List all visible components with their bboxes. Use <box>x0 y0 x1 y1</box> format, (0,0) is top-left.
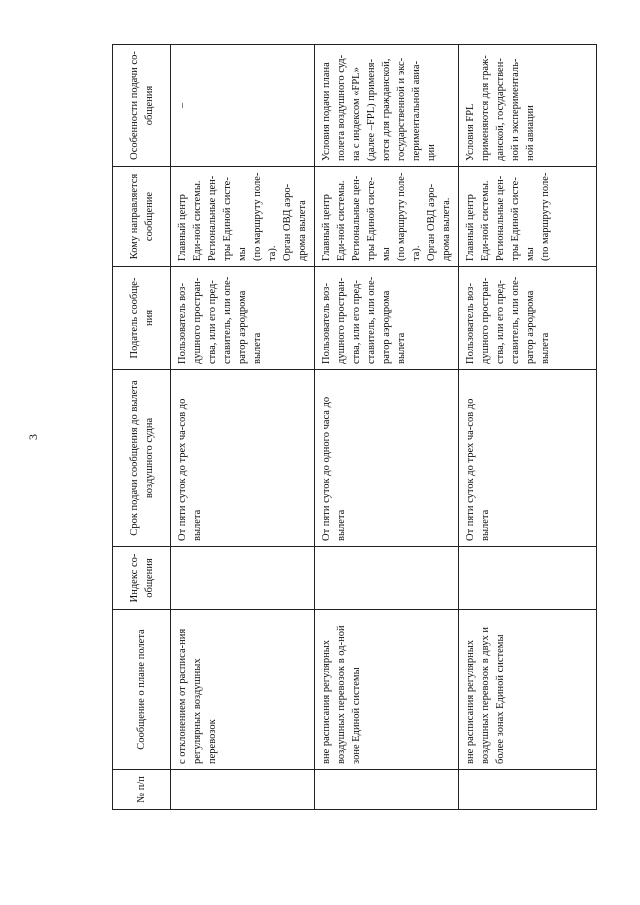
cell-num <box>171 770 315 810</box>
cell-features <box>171 45 315 167</box>
header-deadline: Срок подачи сообщения до вылета воздушного судна <box>113 370 171 547</box>
cell-index <box>315 547 459 610</box>
cell-features: Условия FPL применяются для граж-данской, государствен-ной и эксперименталь-ной авиации <box>459 45 597 167</box>
flight-plan-messages-table <box>112 44 597 810</box>
recipient-line: (по маршруту поле-та). <box>396 172 422 261</box>
cell-message: вне расписания регулярных воздушных перевозок в двух и более зонах Единой системы <box>459 610 597 770</box>
table-row <box>459 45 597 810</box>
recipient-line: Орган ОВД аэро-дрома вылета <box>282 183 308 261</box>
empty-dash: – <box>177 102 188 109</box>
cell-index <box>459 547 597 610</box>
cell-features: Условия подачи плана полета воздушного суд-на с индексом «FPL» (далее –FPL) применя-ются для гражданской, государственной и экс-периментальной авиа-ции <box>315 45 459 167</box>
header-num: № п/п <box>113 770 171 810</box>
header-recipient: Кому направляется сообщение <box>113 167 171 267</box>
recipient-line: (по маршруту поле- <box>540 172 551 261</box>
page-number: 3 <box>26 434 40 440</box>
cell-submitter: Пользователь воз-душного простран-ства, или его пред-ставитель, или опе-ратор аэродрома вылета <box>459 267 597 370</box>
cell-deadline: От пяти суток до трех ча-сов до вылета <box>459 370 597 547</box>
rotated-table-container <box>112 45 587 810</box>
recipient-line: Региональные цен-тры Единой систе-мы <box>207 175 248 261</box>
recipient-line: Главный центр Еди-ной системы. <box>465 180 491 261</box>
recipient-line: Орган ОВД аэро-дрома вылета. <box>426 183 452 261</box>
cell-recipient <box>315 167 459 267</box>
cell-submitter: Пользователь воз-душного простран-ства, или его пред-ставитель, или опе-ратор аэродрома вылета <box>171 267 315 370</box>
recipient-line: Региональные цен-тры Единой систе-мы <box>351 175 392 261</box>
header-features: Особенности подачи со-общения <box>113 45 171 167</box>
recipient-line: Главный центр Еди-ной системы. <box>177 180 203 261</box>
recipient-line: (по маршруту поле-та). <box>252 172 278 261</box>
table-row <box>315 45 459 810</box>
cell-recipient <box>459 167 597 267</box>
recipient-line: Региональные цен-тры Единой систе-мы <box>495 175 536 261</box>
cell-num <box>315 770 459 810</box>
cell-index <box>171 547 315 610</box>
recipient-line: Главный центр Еди-ной системы. <box>321 180 347 261</box>
cell-deadline: От пяти суток до трех ча-сов до вылета <box>171 370 315 547</box>
cell-recipient <box>171 167 315 267</box>
cell-deadline: От пяти суток до одного часа до вылета <box>315 370 459 547</box>
table-header-row <box>113 45 171 810</box>
header-submitter: Податель сообще-ния <box>113 267 171 370</box>
header-index: Индекс со-общения <box>113 547 171 610</box>
cell-message: вне расписания регулярных воздушных перевозок в од-ной зоне Единой системы <box>315 610 459 770</box>
cell-submitter: Пользователь воз-душного простран-ства, или его пред-ставитель, или опе-ратор аэродрома вылета <box>315 267 459 370</box>
table-row <box>171 45 315 810</box>
header-message: Сообщение о плане полета <box>113 610 171 770</box>
cell-num <box>459 770 597 810</box>
cell-message: с отклонением от расписа-ния регулярных воздушных перевозок <box>171 610 315 770</box>
